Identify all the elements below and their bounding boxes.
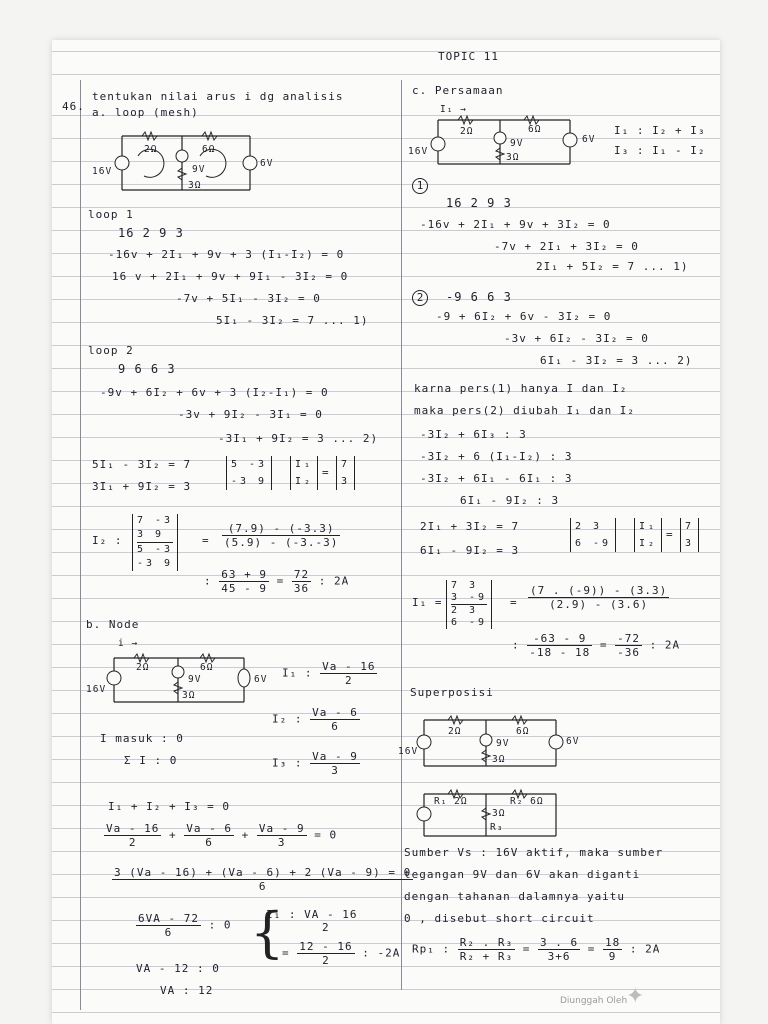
source-9v-label: 9V — [510, 138, 524, 149]
eq2-line1: -9 + 6I₂ + 6v - 3I₂ = 0 — [436, 310, 612, 323]
loop1-line4: 5I₁ - 3I₂ = 7 ... 1) — [216, 314, 369, 327]
loop2-line2: -3v + 9I₂ - 3I₁ = 0 — [178, 408, 323, 421]
loop1-line2: 16 v + 2I₁ + 9v + 9I₁ - 3I₂ = 0 — [112, 270, 349, 283]
kcl-fraction-sum: $\frac{Va - 16}{2}$ + $\frac{Va - 6}{6}$ + $\frac{Va - 9}{3}$ = 0 — [106, 822, 338, 849]
circuit-diagram-superposition-full — [398, 712, 580, 776]
source-16v-label: 16V — [92, 166, 113, 177]
cramer-result: : $\frac{63 + 9}{45 - 9}$ = $\frac{72}{36}$ : 2A — [204, 568, 350, 595]
vector-row: 3 — [341, 476, 351, 487]
i1-result-value: = $\frac{12 - 16}{2}$ : -2A — [282, 940, 401, 967]
frac-c-num: Va - 9 — [258, 822, 305, 835]
source-6v-label: 6V — [254, 674, 268, 685]
i1-value-den: 2 — [322, 954, 330, 967]
substitution-3: -3I₂ + 6I₁ - 6I₁ : 3 — [420, 472, 573, 485]
system-eq1: 5I₁ - 3I₂ = 7 — [92, 458, 192, 471]
equals-sign: = — [322, 466, 330, 479]
equals-sign: = — [522, 942, 531, 956]
loop2-line3: -3I₁ + 9I₂ = 3 ... 2) — [218, 432, 379, 445]
simplified-numerator: 6VA - 72 — [138, 912, 199, 925]
loop1-line1: -16v + 2I₁ + 9v + 3 (I₁-I₂) = 0 — [108, 248, 345, 261]
circuit-diagram-node — [86, 638, 268, 714]
frac-b-num: Va - 6 — [186, 822, 232, 835]
va-equation: VA - 12 : 0 — [136, 962, 220, 975]
loop1-coefficients: 16 2 9 3 — [118, 226, 184, 240]
resistor-3-label: 3Ω — [188, 180, 202, 191]
resistor-2-label: 2Ω — [448, 726, 462, 737]
resistor-r2-label: R₂ 6Ω — [510, 796, 544, 807]
system-eq2: 3I₁ + 9I₂ = 3 — [92, 480, 192, 493]
resistor-6-label: 6Ω — [202, 144, 216, 155]
i2-denominator: 6 — [331, 720, 339, 733]
note-line-2: maka pers(2) diubah I₁ dan I₂ — [414, 404, 636, 417]
i1-result-den: 2 — [322, 921, 330, 934]
current-relation-2: I₃ : I₁ - I₂ — [614, 144, 706, 157]
source-16v-label: 16V — [86, 684, 107, 695]
det-row: 3 -9 — [451, 592, 488, 603]
frac-b-den: 6 — [205, 836, 213, 849]
rp-result: : 2A — [629, 942, 661, 956]
explanation-line-3: dengan tahanan dalamnya yaitu — [404, 890, 626, 903]
kcl-sum-zero: Σ I : 0 — [124, 754, 178, 767]
result-numerator: 63 + 9 — [221, 568, 267, 581]
result-simplified-numerator: 72 — [293, 568, 310, 581]
superposition-heading: Superposisi — [410, 686, 494, 699]
i1-result-lhs: I₁ : VA - 16 — [266, 908, 358, 921]
eq1-line1: -16v + 2I₁ + 9v + 3I₂ = 0 — [420, 218, 611, 231]
cramer-expansion — [528, 584, 669, 611]
current-arrow-label: i → — [118, 638, 139, 649]
combined-equation — [112, 866, 413, 893]
section-b-heading: b. Node — [86, 618, 140, 631]
eq2-coefficients: -9 6 6 3 — [446, 290, 512, 304]
resistor-6-label: 6Ω — [200, 662, 214, 673]
source-16v-label: 16V — [408, 146, 429, 157]
resistor-2-label: 2Ω — [460, 126, 474, 137]
i1-denominator: 2 — [344, 674, 353, 687]
problem-number: 46. — [62, 100, 85, 113]
loop2-coefficients: 9 6 6 3 — [118, 362, 176, 376]
source-6v-label: 6V — [582, 134, 596, 145]
variable-vector — [290, 456, 318, 490]
matrix-row: 5 -3 — [231, 459, 268, 470]
det-row: 6 -9 — [451, 617, 488, 628]
problem-title: tentukan nilai arus i dg analisis — [92, 90, 344, 103]
vector-row: I₂ — [295, 476, 314, 487]
i1-numerator: Va - 16 — [322, 660, 376, 673]
result-denominator: 45 - 9 — [221, 582, 267, 595]
expansion-denominator: (5.9) - (-3.-3) — [224, 536, 339, 549]
coefficient-matrix — [570, 518, 616, 552]
det-row: -3 9 — [137, 558, 174, 569]
matrix-row: -3 9 — [231, 476, 268, 487]
equation-1-marker: 1 — [412, 178, 428, 194]
circuit-diagram-superposition-short — [420, 788, 580, 848]
substitution-4: 6I₁ - 9I₂ : 3 — [460, 494, 560, 507]
variable-vector — [634, 518, 662, 552]
det-row: 7 3 — [451, 580, 479, 591]
vector-row: I₁ — [639, 521, 658, 532]
rp-denominator: R₂ + R₃ — [459, 950, 514, 963]
cramer-expansion — [222, 522, 340, 549]
expansion-numerator: (7.9) - (-3.3) — [222, 522, 340, 536]
loop2-label: loop 2 — [88, 344, 134, 357]
vector-row: 7 — [685, 521, 695, 532]
result-numerator: -63 - 9 — [527, 632, 592, 646]
cramer-lhs: I₁ = — [412, 596, 443, 609]
cramer-determinant — [132, 514, 178, 571]
resistor-6-label: 6Ω — [528, 124, 542, 135]
loop2-line1: -9v + 6I₂ + 6v + 3 (I₂-I₁) = 0 — [100, 386, 329, 399]
current-relation-1: I₁ : I₂ + I₃ — [614, 124, 706, 137]
eq1-line2: -7v + 2I₁ + 3I₂ = 0 — [494, 240, 639, 253]
eq1-coefficients: 16 2 9 3 — [446, 196, 512, 210]
source-6v-label: 6V — [260, 158, 274, 169]
resistor-2-label: 2Ω — [136, 662, 150, 673]
topic-header: TOPIC 11 — [438, 50, 499, 63]
node-i3 — [272, 750, 360, 777]
resistor-3-label: 3Ω — [492, 754, 506, 765]
column-divider — [401, 80, 402, 990]
constant-vector — [680, 518, 699, 552]
simplified-equation — [136, 912, 231, 939]
eq1-line3: 2I₁ + 5I₂ = 7 ... 1) — [536, 260, 689, 273]
equals-zero: = 0 — [314, 828, 338, 842]
rp-label: Rp₁ : — [412, 942, 451, 956]
node-i2 — [272, 706, 360, 733]
colon: = — [202, 534, 210, 547]
node-i1 — [282, 660, 377, 687]
circuit-diagram-equation — [408, 104, 596, 176]
eq2-line3: 6I₁ - 3I₂ = 3 ... 2) — [540, 354, 693, 367]
equals-sign: = — [666, 528, 674, 541]
parallel-resistance-equation: Rp₁ : $\frac{\text{R₂ . R₃}}{\text{R₂ + R₃}}$ = $\frac{3 . 6}{3+6}$ = $\frac{18}{9}$ : 2A — [412, 936, 661, 963]
resistor-2-label: 2Ω — [144, 144, 158, 155]
coefficient-matrix — [226, 456, 272, 490]
source-6v-label: 6V — [566, 736, 580, 747]
system-eq1: 2I₁ + 3I₂ = 7 — [420, 520, 520, 533]
i3-label: I₃ : — [272, 756, 303, 770]
source-9v-label: 9V — [496, 738, 510, 749]
vector-row: I₁ — [295, 459, 314, 470]
det-row: 7 -3 — [137, 515, 174, 526]
result-simplified-numerator: -72 — [617, 632, 640, 645]
system-eq2: 6I₁ - 9I₂ = 3 — [420, 544, 520, 557]
expansion-denominator: (2.9) - (3.6) — [549, 598, 649, 611]
frac-a-den: 2 — [128, 836, 137, 849]
combined-denominator: 6 — [258, 880, 267, 893]
i3-denominator: 3 — [331, 764, 339, 777]
resistor-r1-label: R₁ 2Ω — [434, 796, 468, 807]
vector-row: 7 — [341, 459, 351, 470]
kcl-in: I masuk : 0 — [100, 732, 184, 745]
explanation-line-4: 0 , disebut short circuit — [404, 912, 595, 925]
cramer-lhs: I₂ : — [92, 534, 123, 547]
frac-a-num: Va - 16 — [106, 822, 160, 835]
det-row: 5 -3 — [137, 544, 174, 555]
loop1-line3: -7v + 5I₁ - 3I₂ = 0 — [176, 292, 321, 305]
i2-label: I₂ : — [272, 712, 303, 726]
rp-simplified-numerator: 18 — [604, 936, 621, 949]
eq2-line2: -3v + 6I₂ - 3I₂ = 0 — [504, 332, 649, 345]
explanation-line-1: Sumber Vs : 16V aktif, maka sumber — [404, 846, 664, 859]
i1-label: I₁ : — [282, 666, 313, 680]
vector-row: I₂ — [639, 538, 658, 549]
current-arrow-label: I₁ → — [440, 104, 467, 115]
current-result: : 2A — [318, 574, 350, 588]
constant-vector — [336, 456, 355, 490]
i1-value-num: 12 - 16 — [299, 940, 353, 953]
rp-values-denominator: 3+6 — [547, 950, 571, 963]
equation-2-marker: 2 — [412, 290, 428, 306]
result-simplified-denominator: -36 — [617, 646, 640, 659]
combined-numerator: 3 (Va - 16) + (Va - 6) + 2 (Va - 9) = 0 — [114, 866, 412, 879]
watermark-logo-icon: ✦ — [626, 984, 645, 1009]
margin-line — [80, 80, 81, 1010]
det-row: 2 3 — [451, 605, 479, 616]
substitution-2: -3I₂ + 6 (I₁-I₂) : 3 — [420, 450, 573, 463]
rp-values-numerator: 3 . 6 — [539, 936, 579, 949]
matrix-row: 6 -9 — [575, 538, 612, 549]
curly-brace: { — [250, 901, 285, 964]
i1-result-definition — [266, 908, 357, 934]
resistor-3-label: 3Ω — [506, 152, 520, 163]
current-result: : 2A — [649, 638, 681, 652]
kcl-sum: I₁ + I₂ + I₃ = 0 — [108, 800, 230, 813]
substitution-1: -3I₂ + 6I₃ : 3 — [420, 428, 527, 441]
loop1-label: loop 1 — [88, 208, 134, 221]
circuit-diagram-mesh — [92, 128, 280, 202]
resistor-3-label: 3Ω — [182, 690, 196, 701]
source-16v-label: 16V — [398, 746, 419, 757]
frac-c-den: 3 — [277, 836, 286, 849]
i2-numerator: Va - 6 — [312, 706, 358, 719]
va-result: VA : 12 — [160, 984, 214, 997]
vector-row: 3 — [685, 538, 695, 549]
explanation-line-2: tegangan 9V dan 6V akan diganti — [404, 868, 641, 881]
expansion-numerator: (7 . (-9)) - (3.3) — [530, 584, 668, 597]
section-a-heading: a. loop (mesh) — [92, 106, 199, 119]
i1-value-result: : -2A — [362, 946, 401, 960]
det-row: 3 9 — [137, 528, 173, 543]
rp-numerator: R₂ . R₃ — [459, 936, 514, 949]
cramer-determinant — [446, 580, 492, 629]
section-c-heading: c. Persamaan — [412, 84, 504, 97]
resistor-r3-label: R₃ — [490, 822, 504, 833]
resistor-6-label: 6Ω — [516, 726, 530, 737]
result-simplified-denominator: 36 — [293, 582, 310, 595]
source-9v-label: 9V — [188, 674, 202, 685]
note-line-1: karna pers(1) hanya I dan I₂ — [414, 382, 628, 395]
source-9v-label: 9V — [192, 164, 206, 175]
colon: = — [510, 596, 518, 609]
simplified-denominator: 6 — [164, 926, 173, 939]
matrix-row: 2 3 — [575, 521, 603, 532]
resistor-3-label: 3Ω — [492, 808, 506, 819]
i3-numerator: Va - 9 — [312, 750, 358, 763]
result-denominator: -18 - 18 — [529, 646, 591, 659]
cramer-result: : $\frac{-63 - 9}{-18 - 18}$ = $\frac{-72}{-36}$ : 2A — [512, 632, 681, 659]
rp-simplified-denominator: 9 — [608, 950, 617, 963]
simplified-rhs: : 0 — [208, 918, 232, 932]
watermark-text: Diunggah Oleh — [560, 996, 628, 1006]
